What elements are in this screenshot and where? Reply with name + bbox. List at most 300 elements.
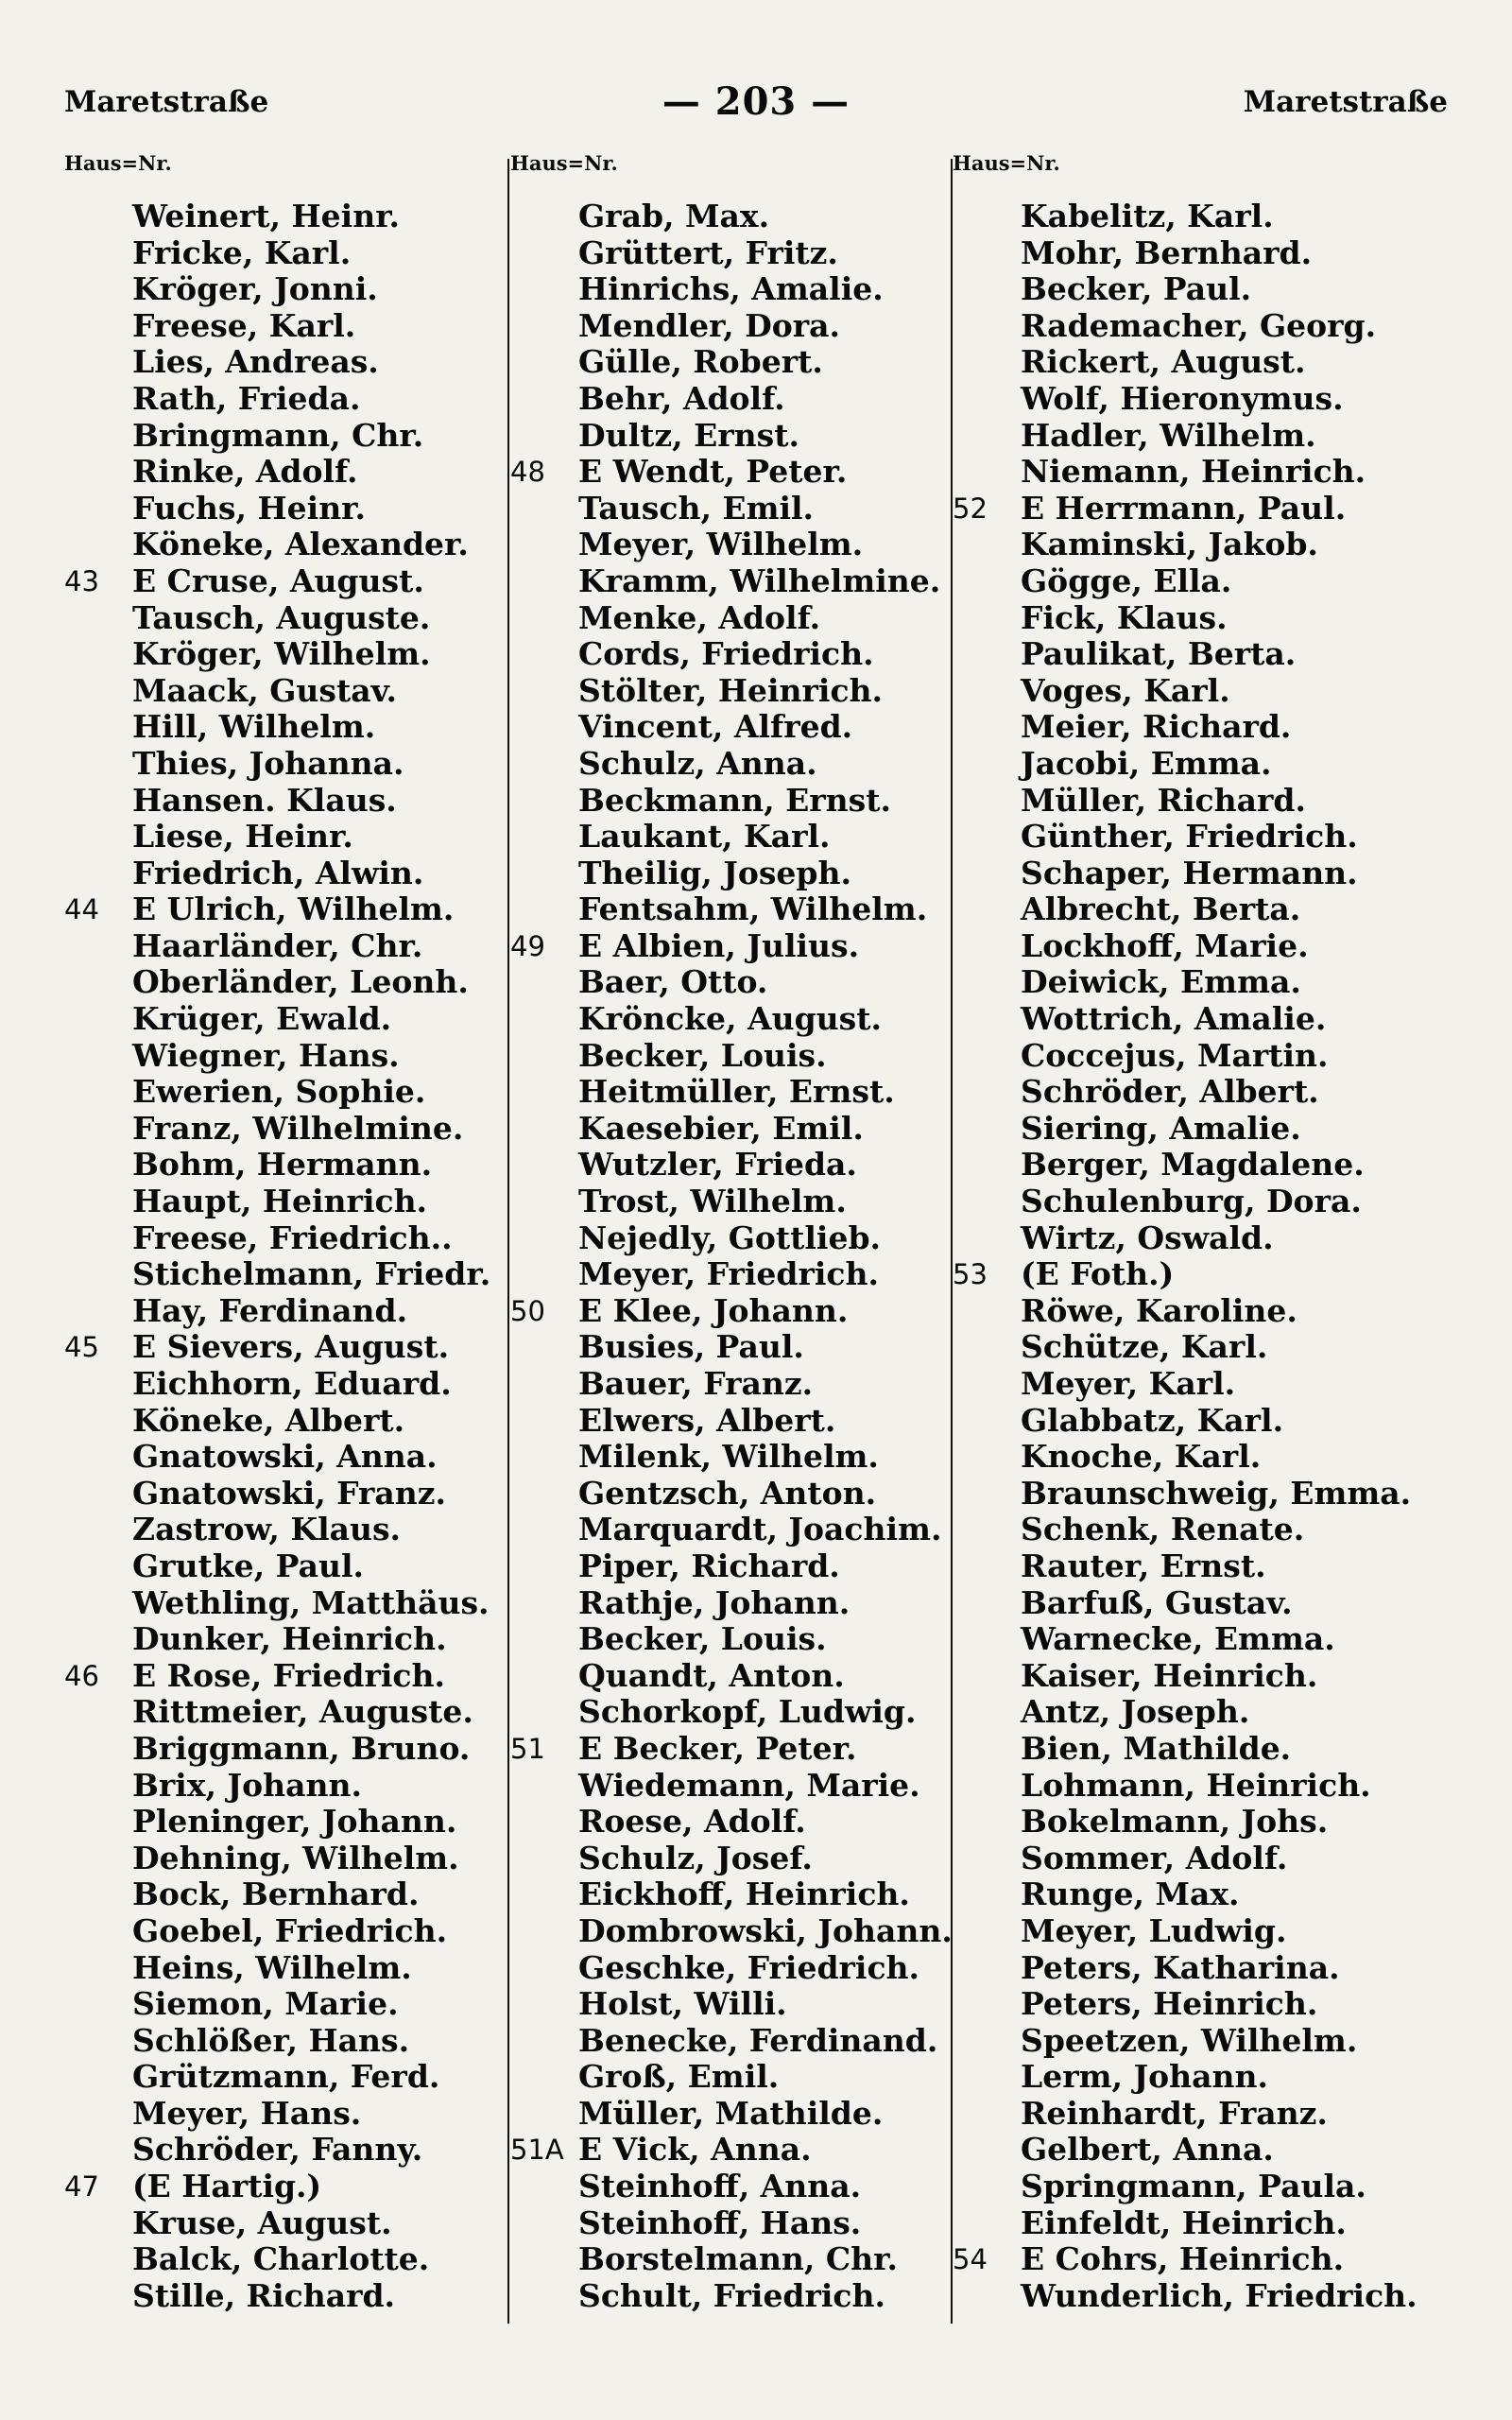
- house-number: 45: [64, 1331, 99, 1364]
- house-number: [510, 1184, 578, 1220]
- house-number: [953, 636, 1021, 673]
- resident-name: Stichelmann, Friedr.: [132, 1255, 491, 1293]
- resident-row: [953, 1293, 1425, 1330]
- resident-row: [64, 1074, 499, 1111]
- resident-row: [953, 1731, 1425, 1768]
- resident-name: Schaper, Hermann.: [1021, 854, 1358, 891]
- resident-name: Coccejus, Martin.: [1021, 1036, 1329, 1074]
- house-number: [953, 891, 1021, 928]
- resident-name: Sommer, Adolf.: [1021, 1839, 1288, 1876]
- resident-row: [64, 308, 499, 345]
- resident-name: Briggmann, Bruno.: [132, 1729, 471, 1767]
- house-number: [510, 1621, 578, 1658]
- resident-name: Tausch, Auguste.: [132, 598, 431, 636]
- house-number: [64, 418, 132, 455]
- resident-row: [510, 891, 945, 928]
- resident-row: [510, 928, 945, 965]
- house-number: [953, 1476, 1021, 1512]
- resident-name: Quandt, Anton.: [578, 1656, 845, 1694]
- resident-name: Liese, Heinr.: [132, 818, 353, 856]
- house-number: [64, 1585, 132, 1622]
- resident-name: Rath, Frieda.: [132, 379, 361, 417]
- resident-name: Warnecke, Emma.: [1021, 1620, 1335, 1658]
- house-number: [510, 1476, 578, 1512]
- house-number: 53: [953, 1258, 988, 1291]
- resident-row: [510, 381, 945, 418]
- resident-name: Speetzen, Wilhelm.: [1021, 2021, 1358, 2059]
- resident-row: [510, 1986, 945, 2023]
- resident-row: [510, 709, 945, 746]
- house-number: [953, 1876, 1021, 1913]
- resident-row: [64, 2169, 499, 2205]
- house-number: [510, 381, 578, 418]
- house-number: [64, 308, 132, 345]
- resident-name: Fricke, Karl.: [132, 233, 352, 271]
- resident-name: Balck, Charlotte.: [132, 2240, 430, 2278]
- house-number: [510, 1548, 578, 1585]
- resident-name: Dultz, Ernst.: [578, 416, 799, 454]
- house-number: [953, 1439, 1021, 1476]
- resident-row: [64, 928, 499, 965]
- resident-name: Mohr, Bernhard.: [1021, 233, 1313, 271]
- resident-name: Rickert, August.: [1021, 343, 1306, 381]
- resident-row: [64, 1768, 499, 1805]
- resident-list: [64, 199, 499, 2314]
- resident-row: [953, 1913, 1425, 1950]
- resident-row: [953, 2132, 1425, 2169]
- resident-name: Laukant, Karl.: [578, 818, 831, 856]
- house-number: [64, 1731, 132, 1768]
- resident-name: Lies, Andreas.: [132, 343, 379, 381]
- resident-name: Baer, Otto.: [578, 963, 768, 1001]
- house-number: [953, 1293, 1021, 1330]
- resident-list: [953, 199, 1425, 2314]
- resident-name: Wunderlich, Friedrich.: [1021, 2276, 1418, 2314]
- house-number: [64, 636, 132, 673]
- resident-row: [953, 2278, 1425, 2315]
- resident-row: [510, 308, 945, 345]
- house-number: [510, 709, 578, 746]
- house-number: [953, 381, 1021, 418]
- resident-name: Dunker, Heinrich.: [132, 1620, 447, 1658]
- resident-name: Wottrich, Amalie.: [1021, 1000, 1327, 1038]
- resident-row: [64, 1366, 499, 1403]
- resident-row: [953, 636, 1425, 673]
- resident-name: (E Hartig.): [132, 2168, 322, 2205]
- resident-row: [64, 454, 499, 491]
- resident-row: [510, 1621, 945, 1658]
- resident-row: [64, 1403, 499, 1440]
- resident-name: Wiedemann, Marie.: [578, 1766, 920, 1804]
- resident-name: Grab, Max.: [578, 198, 770, 234]
- resident-name: Becker, Louis.: [578, 1620, 827, 1658]
- house-number: [510, 2278, 578, 2315]
- resident-row: [953, 600, 1425, 637]
- house-number: [953, 1512, 1021, 1548]
- resident-name: Haarländer, Chr.: [132, 926, 423, 964]
- house-number: [510, 1439, 578, 1476]
- resident-row: [510, 2205, 945, 2242]
- resident-row: [510, 2059, 945, 2096]
- resident-row: [953, 1950, 1425, 1987]
- house-number: [510, 746, 578, 783]
- house-number: [510, 527, 578, 563]
- resident-name: Köneke, Albert.: [132, 1401, 405, 1439]
- resident-row: [64, 344, 499, 381]
- resident-name: Friedrich, Alwin.: [132, 854, 424, 891]
- resident-row: [953, 746, 1425, 783]
- resident-row: [64, 709, 499, 746]
- resident-name: E Ulrich, Wilhelm.: [132, 890, 455, 928]
- resident-row: [510, 1804, 945, 1841]
- resident-name: Theilig, Joseph.: [578, 854, 851, 891]
- resident-row: [64, 1731, 499, 1768]
- resident-row: [64, 891, 499, 928]
- resident-name: Lockhoff, Marie.: [1021, 926, 1309, 964]
- house-number: [64, 1768, 132, 1805]
- resident-name: Freese, Karl.: [132, 306, 356, 344]
- page-number: — 203 —: [662, 79, 850, 124]
- resident-name: Beckmann, Ernst.: [578, 781, 891, 819]
- resident-name: Steinhoff, Anna.: [578, 2168, 862, 2205]
- house-number: [953, 928, 1021, 965]
- resident-row: [64, 1876, 499, 1913]
- resident-name: Groß, Emil.: [578, 2058, 780, 2096]
- resident-name: Franz, Wilhelmine.: [132, 1109, 464, 1147]
- resident-name: Becker, Paul.: [1021, 270, 1252, 308]
- resident-name: Krüger, Ewald.: [132, 1000, 392, 1038]
- resident-row: [64, 856, 499, 892]
- resident-row: [510, 418, 945, 455]
- house-number: [64, 1621, 132, 1658]
- house-number: [953, 454, 1021, 491]
- resident-name: Piper, Richard.: [578, 1547, 840, 1584]
- resident-name: Stölter, Heinrich.: [578, 671, 884, 709]
- resident-name: Gentzsch, Anton.: [578, 1474, 877, 1512]
- house-number: [64, 856, 132, 892]
- resident-name: Rauter, Ernst.: [1021, 1547, 1266, 1584]
- house-number: [64, 2059, 132, 2096]
- house-number: [64, 819, 132, 856]
- house-number: [510, 1512, 578, 1548]
- house-number: [510, 1329, 578, 1366]
- resident-name: E Herrmann, Paul.: [1021, 489, 1347, 527]
- house-number: [64, 2132, 132, 2169]
- resident-row: [953, 1329, 1425, 1366]
- resident-row: [64, 1038, 499, 1075]
- house-number: [953, 2096, 1021, 2133]
- resident-name: Oberländer, Leonh.: [132, 963, 469, 1001]
- resident-row: [953, 1439, 1425, 1476]
- house-number: [64, 673, 132, 710]
- house-number: [510, 1074, 578, 1111]
- house-number: [953, 1585, 1021, 1622]
- house-number: [510, 1038, 578, 1075]
- resident-row: [510, 1038, 945, 1075]
- house-number-heading: Haus=Nr.: [953, 151, 1060, 175]
- resident-name: Fentsahm, Wilhelm.: [578, 890, 928, 928]
- resident-row: [953, 2169, 1425, 2205]
- house-number: [953, 527, 1021, 563]
- resident-row: [64, 527, 499, 563]
- resident-row: [64, 1256, 499, 1293]
- resident-name: Menke, Adolf.: [578, 598, 821, 636]
- house-number: 47: [64, 2170, 99, 2204]
- resident-row: [953, 1256, 1425, 1293]
- house-number: [64, 1074, 132, 1111]
- resident-name: Haupt, Heinrich.: [132, 1183, 428, 1220]
- resident-name: Runge, Max.: [1021, 1876, 1240, 1913]
- resident-name: Schulz, Josef.: [578, 1839, 813, 1876]
- resident-name: Kaminski, Jakob.: [1021, 526, 1318, 563]
- house-number: [64, 527, 132, 563]
- resident-name: Antz, Joseph.: [1021, 1693, 1250, 1731]
- house-number: [953, 783, 1021, 820]
- resident-name: Rinke, Adolf.: [132, 453, 358, 491]
- resident-row: [64, 2132, 499, 2169]
- house-number: [953, 709, 1021, 746]
- house-number: [510, 1256, 578, 1293]
- resident-row: [953, 418, 1425, 455]
- house-number: [510, 2241, 578, 2278]
- house-number: [64, 381, 132, 418]
- resident-name: Hay, Ferdinand.: [132, 1291, 408, 1329]
- resident-row: [953, 856, 1425, 892]
- resident-name: Schröder, Fanny.: [132, 2131, 423, 2169]
- resident-name: Müller, Mathilde.: [578, 2094, 884, 2132]
- resident-row: [510, 819, 945, 856]
- resident-name: Bringmann, Chr.: [132, 416, 424, 454]
- resident-row: [510, 1184, 945, 1220]
- resident-row: [953, 1986, 1425, 2023]
- resident-name: Grüttert, Fritz.: [578, 233, 838, 271]
- resident-row: [64, 746, 499, 783]
- resident-row: [953, 1403, 1425, 1440]
- resident-row: [953, 1876, 1425, 1913]
- resident-name: Fuchs, Heinr.: [132, 489, 367, 527]
- resident-row: [953, 1074, 1425, 1111]
- resident-row: [953, 1548, 1425, 1585]
- resident-row: [510, 527, 945, 563]
- resident-name: Eichhorn, Eduard.: [132, 1365, 452, 1402]
- resident-name: Wutzler, Frieda.: [578, 1146, 857, 1184]
- resident-name: Siering, Amalie.: [1021, 1109, 1301, 1147]
- house-number: [64, 199, 132, 235]
- house-number: [510, 1220, 578, 1257]
- resident-row: [510, 1147, 945, 1184]
- resident-name: Kruse, August.: [132, 2204, 392, 2241]
- house-number: [64, 1220, 132, 1257]
- resident-row: [64, 2278, 499, 2315]
- resident-name: Schenk, Renate.: [1021, 1511, 1305, 1548]
- resident-name: Kabelitz, Karl.: [1021, 198, 1274, 234]
- house-number: 54: [953, 2243, 988, 2276]
- resident-name: Steinhoff, Hans.: [578, 2204, 862, 2241]
- resident-name: Freese, Friedrich..: [132, 1219, 453, 1256]
- house-number: 51: [510, 1732, 545, 1765]
- resident-row: [510, 600, 945, 637]
- resident-row: [510, 271, 945, 308]
- house-number: [510, 1876, 578, 1913]
- resident-row: [510, 1548, 945, 1585]
- resident-name: Goebel, Friedrich.: [132, 1911, 448, 1949]
- house-number: [953, 1804, 1021, 1841]
- resident-list: [510, 198, 953, 2314]
- house-number: [64, 1439, 132, 1476]
- resident-name: Schulz, Anna.: [578, 744, 817, 782]
- resident-row: [510, 783, 945, 820]
- resident-name: Meyer, Wilhelm.: [578, 526, 864, 563]
- resident-name: Schult, Friedrich.: [578, 2276, 886, 2314]
- house-number: [953, 2205, 1021, 2242]
- resident-name: Dombrowski, Johann.: [578, 1911, 953, 1949]
- house-number: [953, 964, 1021, 1001]
- resident-row: [510, 2241, 945, 2278]
- house-number: [64, 235, 132, 272]
- resident-name: Heins, Wilhelm.: [132, 1948, 412, 1986]
- house-number: [953, 418, 1021, 455]
- resident-row: [953, 1658, 1425, 1695]
- house-number: [64, 1512, 132, 1548]
- house-number: [510, 783, 578, 820]
- house-number: [64, 1256, 132, 1293]
- resident-row: [953, 271, 1425, 308]
- house-number: [64, 709, 132, 746]
- resident-name: (E Foth.): [1021, 1255, 1175, 1293]
- resident-name: Mendler, Dora.: [578, 306, 840, 344]
- resident-name: Grutke, Paul.: [132, 1547, 364, 1584]
- resident-row: [953, 2205, 1425, 2242]
- resident-row: [953, 454, 1425, 491]
- resident-row: [64, 1841, 499, 1877]
- resident-row: [953, 563, 1425, 600]
- resident-row: [953, 1585, 1425, 1622]
- resident-row: [510, 1658, 945, 1695]
- resident-name: Schlößer, Hans.: [132, 2021, 410, 2059]
- resident-name: Eickhoff, Heinrich.: [578, 1876, 910, 1913]
- house-number: [953, 600, 1021, 637]
- resident-row: [64, 563, 499, 600]
- resident-row: [953, 1512, 1425, 1548]
- resident-name: Grützmann, Ferd.: [132, 2058, 440, 2096]
- resident-row: [64, 600, 499, 637]
- house-number: [953, 1329, 1021, 1366]
- resident-row: [510, 2023, 945, 2060]
- resident-row: [510, 1694, 945, 1731]
- house-number: [510, 235, 578, 272]
- resident-row: [953, 1768, 1425, 1805]
- house-number: [953, 1841, 1021, 1877]
- resident-name: Rittmeier, Auguste.: [132, 1693, 473, 1731]
- resident-row: [510, 1439, 945, 1476]
- resident-row: [64, 1439, 499, 1476]
- resident-row: [510, 235, 945, 272]
- house-number: [953, 1986, 1021, 2023]
- resident-row: [64, 1147, 499, 1184]
- house-number: [510, 199, 578, 235]
- resident-column-1: [64, 151, 499, 2314]
- resident-name: E Sievers, August.: [132, 1328, 450, 1366]
- resident-name: Geschke, Friedrich.: [578, 1948, 920, 1986]
- resident-row: [953, 964, 1425, 1001]
- resident-row: [953, 1111, 1425, 1148]
- resident-row: [510, 1476, 945, 1512]
- house-number: [953, 235, 1021, 272]
- resident-row: [64, 271, 499, 308]
- house-number: [510, 1913, 578, 1950]
- house-number: [953, 1111, 1021, 1148]
- resident-row: [510, 1074, 945, 1111]
- house-number: [953, 1548, 1021, 1585]
- resident-row: [64, 1512, 499, 1548]
- house-number: [64, 1001, 132, 1038]
- house-number: [64, 2023, 132, 2060]
- house-number: [953, 2169, 1021, 2205]
- resident-name: Marquardt, Joachim.: [578, 1511, 942, 1548]
- resident-name: Peters, Heinrich.: [1021, 1985, 1318, 2023]
- resident-name: Stille, Richard.: [132, 2276, 396, 2314]
- resident-row: [64, 1476, 499, 1512]
- resident-row: [953, 709, 1425, 746]
- house-number: [953, 1658, 1021, 1695]
- resident-row: [64, 783, 499, 820]
- resident-row: [64, 1111, 499, 1148]
- house-number: [510, 856, 578, 892]
- house-number: [953, 1220, 1021, 1257]
- house-number: [64, 1403, 132, 1440]
- house-number: [64, 454, 132, 491]
- house-number: [64, 2096, 132, 2133]
- resident-name: Hinrichs, Amalie.: [578, 270, 884, 308]
- resident-row: [64, 1585, 499, 1622]
- resident-name: Milenk, Wilhelm.: [578, 1438, 879, 1476]
- house-number: [953, 2059, 1021, 2096]
- street-name-right: Maretstraße: [1243, 85, 1448, 119]
- house-number: [64, 2205, 132, 2242]
- resident-row: [953, 928, 1425, 965]
- resident-row: [64, 199, 499, 235]
- resident-row: [64, 819, 499, 856]
- house-number: [64, 1366, 132, 1403]
- house-number: [953, 1001, 1021, 1038]
- resident-name: Kröncke, August.: [578, 1000, 882, 1038]
- resident-row: [510, 2132, 945, 2169]
- resident-row: [64, 1804, 499, 1841]
- house-number: [510, 1111, 578, 1148]
- house-number: [64, 1476, 132, 1512]
- house-number: [64, 1293, 132, 1330]
- resident-name: Kröger, Wilhelm.: [132, 635, 431, 673]
- resident-row: [510, 2169, 945, 2205]
- resident-name: Cords, Friedrich.: [578, 635, 874, 673]
- resident-name: Vincent, Alfred.: [578, 708, 853, 746]
- resident-name: Meyer, Karl.: [1021, 1365, 1236, 1402]
- resident-row: [953, 1476, 1425, 1512]
- house-number: 43: [64, 564, 99, 597]
- resident-row: [953, 673, 1425, 710]
- resident-row: [953, 819, 1425, 856]
- resident-name: Elwers, Albert.: [578, 1401, 836, 1439]
- resident-name: Gelbert, Anna.: [1021, 2131, 1274, 2169]
- resident-name: Rademacher, Georg.: [1021, 306, 1377, 344]
- resident-row: [953, 2023, 1425, 2060]
- house-number: [64, 1804, 132, 1841]
- house-number: [510, 819, 578, 856]
- resident-name: Brix, Johann.: [132, 1766, 362, 1804]
- resident-name: Becker, Louis.: [578, 1036, 827, 1074]
- resident-row: [64, 2023, 499, 2060]
- house-number: [953, 673, 1021, 710]
